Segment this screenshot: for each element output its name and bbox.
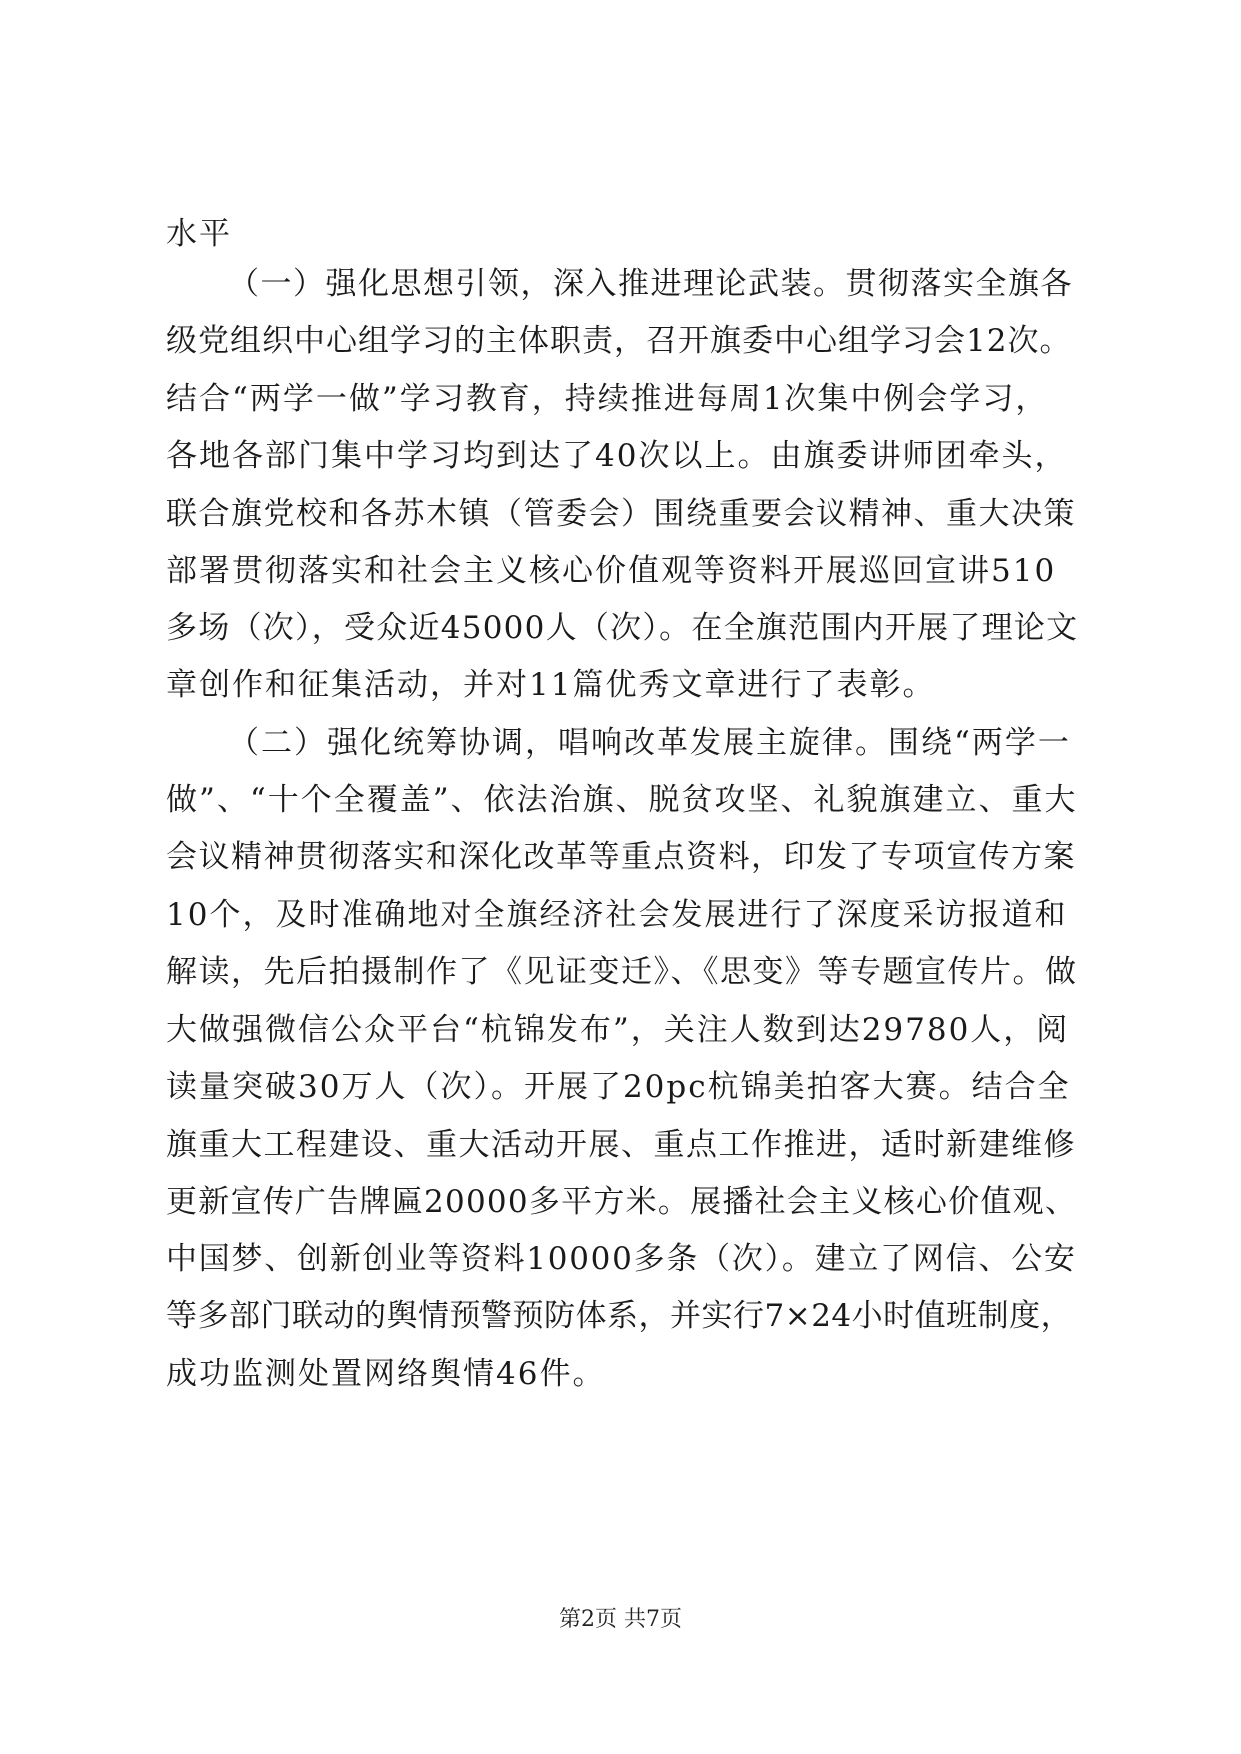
- text-line: 联合旗党校和各苏木镇（管委会）围绕重要会议精神、重大决策: [166, 496, 1076, 532]
- text-line: 结合“两学一做”学习教育，持续推进每周1次集中例会学习，: [166, 381, 1049, 417]
- text-line: 中国梦、创新创业等资料10000多条（次）。建立了网信、公安: [166, 1241, 1077, 1277]
- text-line: 更新宣传广告牌匾20000多平方米。展播社会主义核心价值观、: [166, 1184, 1078, 1220]
- text-line: 读量突破30万人（次）。开展了20pc杭锦美拍客大赛。结合全: [166, 1069, 1071, 1105]
- text-line: 章创作和征集活动，并对11篇优秀文章进行了表彰。: [166, 667, 936, 703]
- paragraph-1-first-line: （一）强化思想引领，深入推进理论武装。贯彻落实全旗各: [228, 266, 1073, 302]
- paragraph-2-first-line: （二）强化统筹协调，唱响改革发展主旋律。围绕“两学一: [228, 725, 1071, 761]
- text-line: 10个，及时准确地对全旗经济社会发展进行了深度采访报道和: [166, 897, 1068, 933]
- text-line: 各地各部门集中学习均到达了40次以上。由旗委讲师团牵头，: [166, 438, 1068, 474]
- text-line: 等多部门联动的舆情预警预防体系，并实行7×24小时值班制度，: [166, 1298, 1073, 1334]
- text-line: 会议精神贯彻落实和深化改革等重点资料，印发了专项宣传方案: [166, 839, 1076, 875]
- text-line: 做”、“十个全覆盖”、依法治旗、脱贫攻坚、礼貌旗建立、重大: [166, 782, 1078, 818]
- text-line: 级党组织中心组学习的主体职责，召开旗委中心组学习会12次。: [166, 323, 1072, 359]
- text-line: 水平: [166, 216, 232, 252]
- text-line: 成功监测处置网络舆情46件。: [166, 1356, 606, 1392]
- text-line: 解读，先后拍摄制作了《见证变迁》、《思变》等专题宣传片。做: [166, 954, 1078, 990]
- text-line: 多场（次），受众近45000人（次）。在全旗范围内开展了理论文: [166, 610, 1079, 646]
- text-line: 旗重大工程建设、重大活动开展、重点工作推进，适时新建维修: [166, 1127, 1076, 1163]
- text-line: 大做强微信公众平台“杭锦发布”，关注人数到达29780人，阅: [166, 1012, 1070, 1048]
- page-number-footer: 第2页 共7页: [559, 1607, 682, 1632]
- text-line: 部署贯彻落实和社会主义核心价值观等资料开展巡回宣讲510: [166, 553, 1057, 589]
